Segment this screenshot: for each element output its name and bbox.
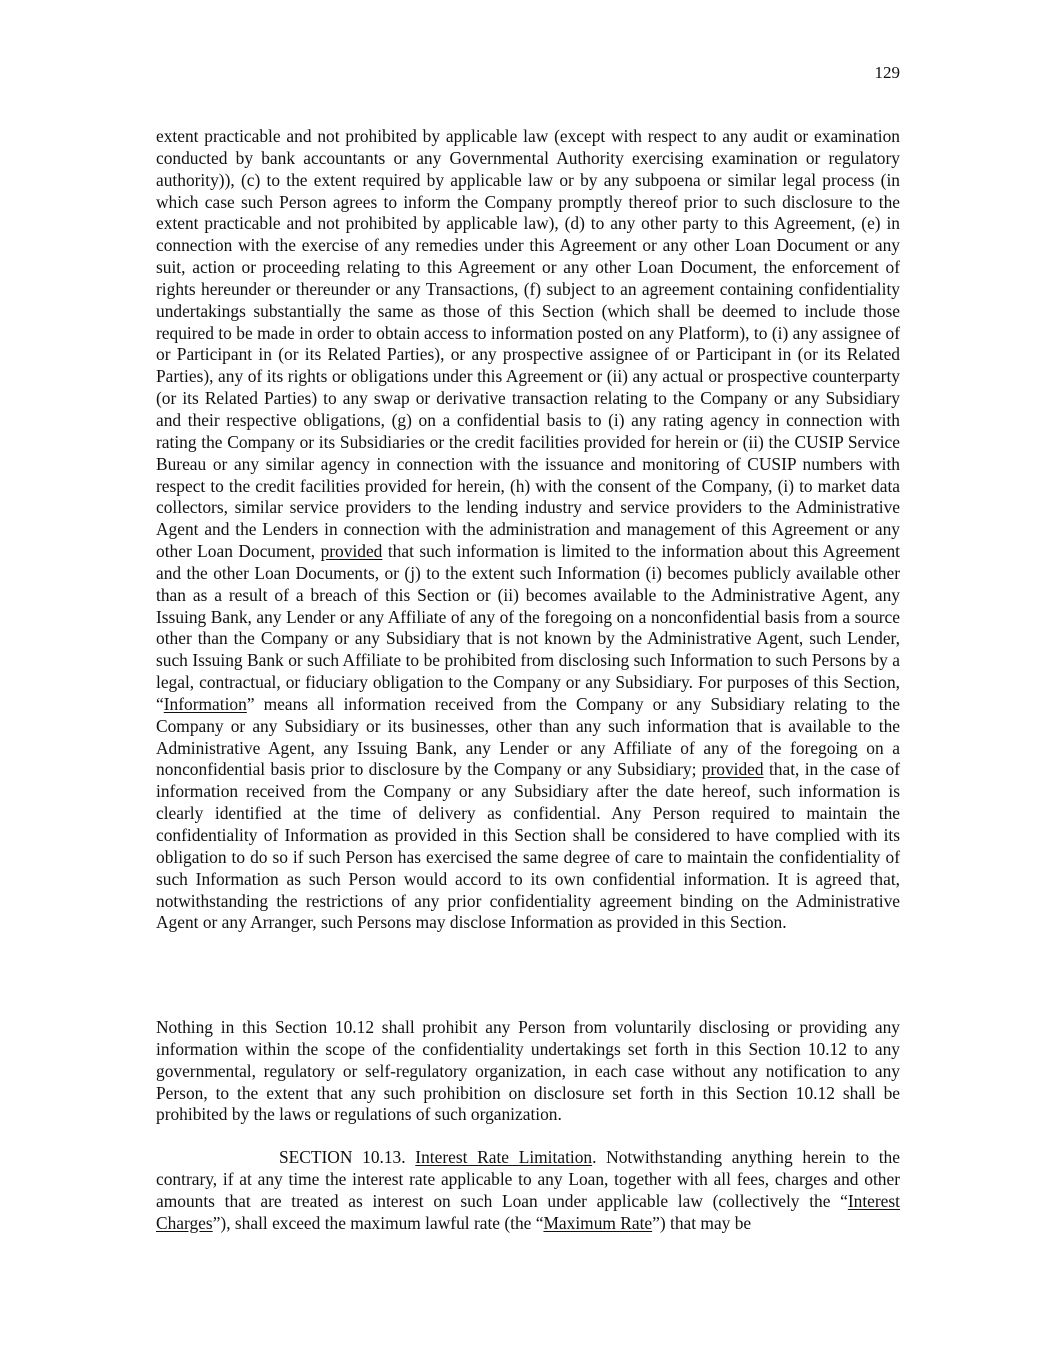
text-run: that, in the case of information received from the Company or any Subsidiary after the date hereof, such information is clearly identified at the time of delivery as confidential. Any Person required to maintain the confidentiality of Information as provided in this Section shall be considered to have complied with its obligation to do so if such Person has exercised the same degree of care to maintain the confidentiality of such Information as such Person would accord to its own confidential information. It is agreed that, notwithstanding the restrictions of any prior confidentiality agreement binding on the Administrative Agent or any Arranger, such Persons may disclose Information as provided in this Section. <box>156 759 900 933</box>
defined-term: provided <box>320 541 383 562</box>
confidentiality-paragraph <box>156 126 900 934</box>
page-number: 129 <box>874 63 900 82</box>
disclosure-paragraph <box>156 1017 900 1126</box>
text-run: extent practicable and not prohibited by applicable law (except with respect to any audit or examination conducted by bank accountants or any Governmental Authority exercising examination or regulatory authority)), (c) to the extent required by applicable law or by any subpoena or similar legal process (in which case such Person agrees to inform the Company promptly thereof prior to such disclosure to the extent practicable and not prohibited by applicable law), (d) to any other party to this Agreement, (e) in connection with the exercise of any remedies under this Agreement or any other Loan Document or any suit, action or proceeding relating to this Agreement or any other Loan Document, the enforcement of rights hereunder or thereunder or any Transactions, (f) subject to an agreement containing confidentiality undertakings substantially the same as those of this Section (which shall be deemed to include those required to be made in order to obtain access to information posted on any Platform), to (i) any assignee of or Participant in (or its Related Parties), or any prospective assignee of or Participant in (or its Related Parties), any of its rights or obligations under this Agreement or (ii) any actual or prospective counterparty (or its Related Parties) to any swap or derivative transaction relating to the Company or any Subsidiary and their respective obligations, (g) on a confidential basis to (i) any rating agency in connection with rating the Company or its Subsidiaries or the credit facilities provided for herein or (ii) the CUSIP Service Bureau or any similar agency in connection with the issuance and monitoring of CUSIP numbers with respect to the credit facilities provided for herein, (h) with the consent of the Company, (i) to market data collectors, similar service providers to the lending industry and service providers to the Administrative Agent and the Lenders in connection with the administration and management of this Agreement or any other Loan Document, <box>156 126 900 562</box>
text-run: ”) that may be <box>652 1212 752 1233</box>
defined-term: Information <box>163 693 247 714</box>
text-run: that such information is limited to the information about this Agreement and the other Loan Documents, or (j) to the extent such Information (i) becomes publicly available other than as a result of a breach of this Section or (ii) becomes available to the Administrative Agent, any Issuing Bank, any Lender or any Affiliate of any of the foregoing on a nonconfidential basis from a source other than the Company or any Subsidiary that is not known by the Administrative Agent, such Lender, such Issuing Bank or such Affiliate to be prohibited from disclosing such Information to such Persons by a legal, contractual, or fiduciary obligation to the Company or any Subsidiary. For purposes of this Section, “ <box>156 541 901 714</box>
defined-term: Interest Rate Limitation <box>415 1147 593 1167</box>
section-10-13-paragraph <box>156 1147 900 1234</box>
text-run: ” means all information received from the Company or any Subsidiary relating to the Company or any Subsidiary or its businesses, other than any such information that is available to the Administrative Agent, any Issuing Bank, any Lender or any Affiliate of any of the foregoing on a nonconfidential basis prior to disclosure by the Company or any Subsidiary; <box>156 693 900 780</box>
text-run: Nothing in this Section 10.12 shall prohibit any Person from voluntarily disclosing or providing any information within the scope of the confidentiality undertakings set forth in this Section 10.12 to any governmental, regulatory or self-regulatory organization, in each case without any notification to any Person, to the extent that any such prohibition on disclosure set forth in this Section 10.12 shall be prohibited by the laws or regulations of such organization. <box>156 1017 900 1125</box>
text-run: SECTION 10.13. <box>279 1147 416 1167</box>
defined-term: Maximum Rate <box>543 1212 653 1233</box>
text-run: . Notwithstanding anything herein to the contrary, if at any time the interest rate applicable to any Loan, together with all fees, charges and other amounts that are treated as interest on such Loan under applicable law (collectively the “ <box>156 1147 900 1211</box>
text-run: ”), shall exceed the maximum lawful rate (the “ <box>212 1212 544 1233</box>
defined-term: Interest Charges <box>156 1190 900 1233</box>
defined-term: provided <box>701 759 764 780</box>
